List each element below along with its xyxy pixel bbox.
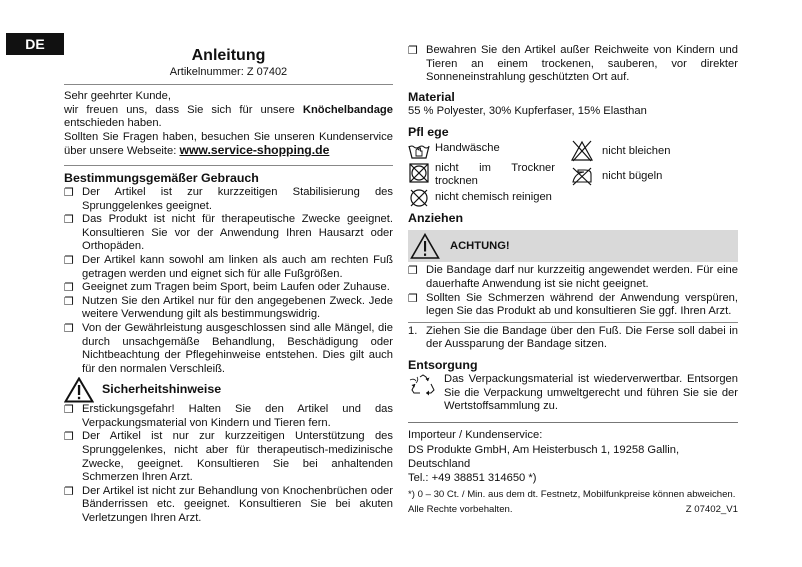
usage-item: ❐ Der Artikel kann sowohl am linken als auch am rechten Fuß getragen werden und eignet sich für alle Fußgrößen. (64, 254, 393, 281)
warning-icon (410, 233, 440, 260)
intro-text: wir freuen uns, dass Sie sich für unsere Knöchelbandage entschieden haben. (64, 103, 393, 130)
language-tab: DE (6, 33, 64, 55)
care-no-dryer: nicht im Trockner trocknen (408, 162, 558, 187)
usage-item: ❐ Der Artikel ist zur kurzzeitigen Stabilisierung des Sprunggelenkes geeignet. (64, 186, 393, 213)
care-no-iron: nicht bügeln (570, 166, 662, 186)
footer-row (408, 504, 738, 516)
attention-banner (408, 230, 738, 262)
no-iron-icon (570, 166, 594, 186)
care-handwash: Handwäsche (408, 142, 500, 160)
care-symbols (408, 140, 738, 204)
importer-address: DS Produkte GmbH, Am Heisterbusch 1, 19258 Gallin, Deutschland (408, 444, 680, 470)
page-title: Anleitung (191, 47, 266, 64)
storage-item: ❐ Bewahren Sie den Artikel außer Reichweite von Kindern und Tieren an einem trockenen, sauberen, vor direkter Sonneneinstrahlung geschützten Ort auf. (408, 44, 738, 85)
left-column (64, 44, 393, 526)
divider (408, 322, 738, 323)
safety-heading: Sicherheitshinweise (102, 381, 222, 396)
divider (408, 422, 738, 423)
usage-item: ❐ Von der Gewährleistung ausgeschlossen sind alle Mängel, die durch unsachgemäße Behandlung, Beschädigung oder Nichtbeachtung der Pflegehinweise entstehen. Dies gilt auch für den normalen Verschleiß. (64, 322, 393, 376)
disposal-text: Das Verpackungsmaterial ist wiederverwertbar. Entsorgen Sie die Verpackung umweltgerecht und führen Sie sie der Wertstoffsammlung zu. (444, 372, 738, 413)
care-no-dryclean: nicht chemisch reinigen (408, 188, 552, 208)
step-item: 1. Ziehen Sie die Bandage über den Fuß. Die Ferse soll dabei in der Aussparung der Bandage sitzen. (408, 324, 738, 351)
safety-header (64, 376, 393, 403)
usage-item: ❐ Nutzen Sie den Artikel nur für den angegebenen Zweck. Jede weitere Verwendung gilt als bestimmungswidrig. (64, 295, 393, 322)
attention-label: ACHTUNG! (450, 239, 510, 252)
website-link[interactable]: www.service-shopping.de (179, 143, 330, 158)
safety-item: ❐ Erstickungsgefahr! Halten Sie den Artikel und das Verpackungsmaterial von Kindern und Tieren fern. (64, 403, 393, 430)
rights-text: Alle Rechte vorbehalten. (408, 504, 513, 516)
contact-text: Sollten Sie Fragen haben, besuchen Sie unseren Kundenservice über unsere Webseite: www.service-shopping.de (64, 130, 393, 158)
care-heading: Pfl ege (408, 125, 449, 140)
divider (64, 84, 393, 85)
material-text: 55 % Polyester, 30% Kupferfaser, 15% Elasthan (408, 104, 647, 117)
footnote: *) 0 – 30 Ct. / Min. aus dem dt. Festnetz, Mobilfunkpreise können abweichen. (408, 489, 736, 501)
usage-item: ❐ Geeignet zum Tragen beim Sport, beim Laufen oder Zuhause. (64, 281, 393, 295)
product-name: Knöchelbandage (302, 103, 393, 116)
divider (64, 165, 393, 166)
usage-heading: Bestimmungsgemäßer Gebrauch (64, 170, 259, 185)
warning-item: ❐ Sollten Sie Schmerzen während der Anwendung verspüren, legen Sie das Produkt ab und konsultieren Sie ggf. Ihren Arzt. (408, 292, 738, 319)
donning-heading: Anziehen (408, 211, 464, 226)
warning-item: ❐ Die Bandage darf nur kurzzeitig angewendet werden. Für eine dauerhafte Anwendung ist sie nicht geeignet. (408, 264, 738, 291)
safety-item: ❐ Der Artikel ist nicht zur Behandlung von Knochenbrüchen oder Bänderrissen etc. geeignet. Konsultieren Sie bei akuten Verletzungen Ihren Arzt. (64, 485, 393, 526)
safety-item: ❐ Der Artikel ist nur zur kurzzeitigen Unterstützung des Sprunggelenkes, nicht aber für therapeutisch-medizinische Zwecke, geeignet. Konsultieren Sie bei anhaltenden Schmerzen Ihren Arzt. (64, 430, 393, 484)
care-no-bleach: nicht bleichen (570, 140, 670, 162)
version-code: Z 07402_V1 (685, 504, 738, 516)
right-column (408, 44, 738, 516)
disposal-heading: Entsorgung (408, 357, 478, 372)
no-dry-clean-icon (408, 188, 430, 208)
handwash-icon (408, 142, 430, 160)
usage-item: ❐ Das Produkt ist nicht für therapeutische Zwecke geeignet. Konsultieren Sie vor der Anwendung Ihren Hausarzt oder Orthopäden. (64, 213, 393, 254)
disposal-block (408, 373, 738, 414)
warning-icon (64, 377, 94, 403)
recycle-icon (408, 374, 438, 398)
no-bleach-icon (570, 140, 594, 162)
no-tumble-dry-icon (408, 162, 430, 184)
phone-number: Tel.: +49 38851 314650 *) (408, 471, 537, 484)
greeting: Sehr geehrter Kunde, (64, 90, 171, 102)
article-number: Artikelnummer: Z 07402 (169, 66, 288, 78)
material-heading: Material (408, 89, 455, 104)
importer-label: Importeur / Kundenservice: (408, 428, 543, 441)
